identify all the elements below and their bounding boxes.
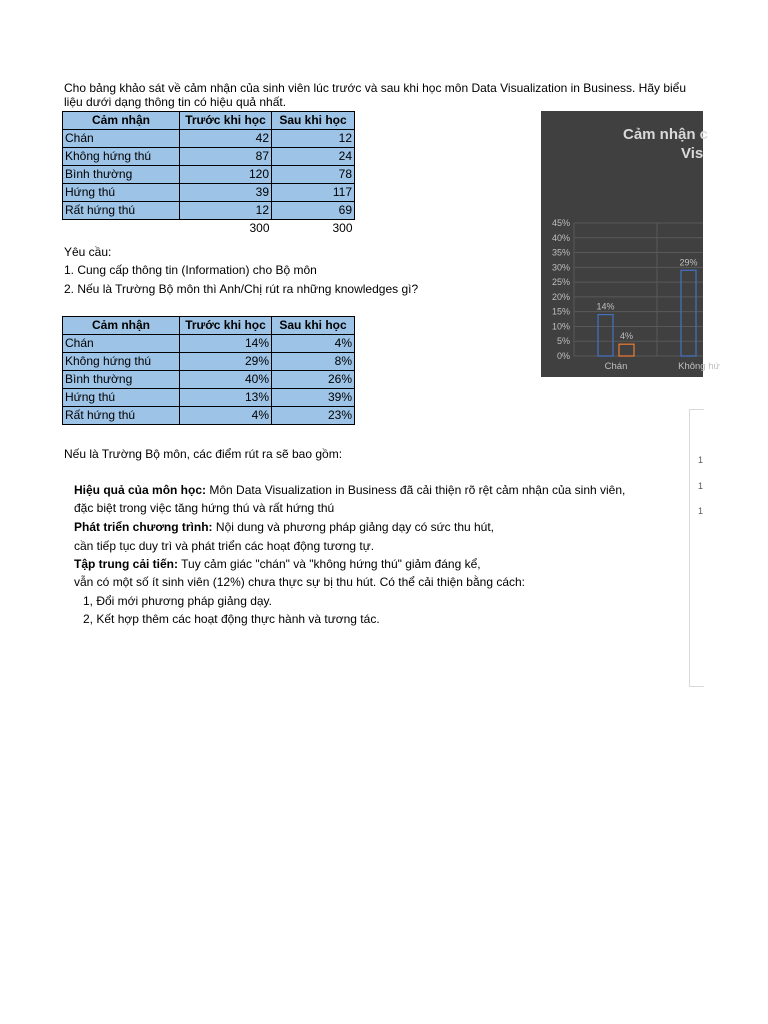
table-row xyxy=(63,148,355,166)
axis-tick-label: 1 xyxy=(698,481,704,491)
y-tick-label: 25% xyxy=(551,277,570,288)
cell-before: 14% xyxy=(180,335,272,353)
cell-before: 87 xyxy=(180,148,272,166)
improvement-2: 2, Kết hợp thêm các hoạt động thực hành và tương tác. xyxy=(83,612,380,626)
second-chart-panel[interactable] xyxy=(689,409,704,687)
cell-before: 12 xyxy=(180,202,272,220)
cell-before: 13% xyxy=(180,389,272,407)
cell-before: 29% xyxy=(180,353,272,371)
y-tick-label: 10% xyxy=(551,321,570,332)
chart-svg xyxy=(541,111,720,377)
col-header-after: Sau khi học xyxy=(272,317,355,335)
col-header-before: Trước khi học xyxy=(180,112,272,130)
intro-line-1: Cho bảng khảo sát về cảm nhận của sinh viên lúc trước và sau khi học môn Data Visualization in Business. Hãy biểu xyxy=(64,81,687,95)
axis-tick-label: 1 xyxy=(698,506,704,516)
survey-percent-table xyxy=(62,316,355,425)
finding-1-text: Môn Data Visualization in Business đã cải thiện rõ rệt cảm nhận của sinh viên, xyxy=(206,483,626,497)
cell-after: 117 xyxy=(272,184,355,202)
table-row xyxy=(63,371,355,389)
requirement-1: 1. Cung cấp thông tin (Information) cho Bộ môn xyxy=(64,263,317,277)
table-row xyxy=(63,335,355,353)
table-row xyxy=(63,184,355,202)
data-label: 4% xyxy=(619,331,634,342)
y-tick-label: 30% xyxy=(551,262,570,273)
cell-before: 39 xyxy=(180,184,272,202)
bar-series-1 xyxy=(598,315,613,356)
chart-title-line-2: Vis xyxy=(681,145,704,162)
cell-after: 26% xyxy=(272,371,355,389)
cell-before: 40% xyxy=(180,371,272,389)
finding-2-heading: Phát triển chương trình: xyxy=(74,520,213,534)
y-tick-label: 0% xyxy=(556,351,570,361)
row-label: Hứng thú xyxy=(63,389,180,407)
cell-after: 24 xyxy=(272,148,355,166)
finding-1-cont: đặc biệt trong việc tăng hứng thú và rất hứng thú xyxy=(74,501,335,515)
table-row xyxy=(63,407,355,425)
cell-after: 39% xyxy=(272,389,355,407)
requirement-2: 2. Nếu là Trường Bộ môn thì Anh/Chị rút ra những knowledges gì? xyxy=(64,282,419,296)
cell-before: 42 xyxy=(180,130,272,148)
total-before: 300 xyxy=(249,221,270,235)
intro-line-2: liệu dưới dạng thông tin có hiệu quả nhất. xyxy=(64,95,287,109)
y-tick-label: 20% xyxy=(551,291,570,302)
table-row xyxy=(63,130,355,148)
x-category-label: Chán xyxy=(604,361,628,372)
col-header-feeling: Cảm nhận xyxy=(63,112,180,130)
bar-series-1 xyxy=(681,270,696,356)
table-row xyxy=(63,353,355,371)
cell-before: 120 xyxy=(180,166,272,184)
cell-after: 12 xyxy=(272,130,355,148)
table-row xyxy=(63,202,355,220)
cell-after: 69 xyxy=(272,202,355,220)
cell-after: 78 xyxy=(272,166,355,184)
col-header-after: Sau khi học xyxy=(272,112,355,130)
finding-1-heading: Hiệu quả của môn học: xyxy=(74,483,207,497)
requirements-title: Yêu cầu: xyxy=(64,245,112,259)
bar-chart[interactable] xyxy=(541,111,720,377)
finding-3-heading: Tập trung cải tiến: xyxy=(74,557,179,571)
y-tick-label: 5% xyxy=(556,336,570,347)
chart-bars xyxy=(598,270,696,356)
col-header-before: Trước khi học xyxy=(180,317,272,335)
row-label: Chán xyxy=(63,335,180,353)
y-tick-label: 15% xyxy=(551,306,570,317)
improvement-1: 1, Đổi mới phương pháp giảng dạy. xyxy=(83,594,272,608)
cell-after: 8% xyxy=(272,353,355,371)
totals-row xyxy=(63,220,355,238)
chart-title-line-1: Cảm nhận c xyxy=(623,126,709,143)
findings-intro: Nếu là Trường Bộ môn, các điểm rút ra sẽ bao gồm: xyxy=(64,447,343,461)
cell-before: 4% xyxy=(180,407,272,425)
finding-3 xyxy=(74,557,481,571)
chart-x-axis xyxy=(605,361,721,372)
row-label: Không hứng thú xyxy=(63,148,180,166)
x-category-label: Không hứ xyxy=(678,361,720,372)
y-tick-label: 45% xyxy=(551,218,570,228)
row-label: Rất hứng thú xyxy=(63,407,180,425)
table-row xyxy=(63,389,355,407)
chart-y-axis xyxy=(552,218,570,361)
row-label: Chán xyxy=(63,130,180,148)
cell-after: 23% xyxy=(272,407,355,425)
finding-3-text: Tuy cảm giác "chán" và "không hứng thú" giảm đáng kể, xyxy=(178,557,481,571)
data-label: 29% xyxy=(679,257,698,268)
y-tick-label: 40% xyxy=(551,232,570,243)
survey-count-table xyxy=(62,111,355,237)
axis-tick-label: 1 xyxy=(698,455,704,465)
chart-gridlines xyxy=(574,223,703,356)
finding-2-cont: cần tiếp tục duy trì và phát triển các hoạt động tương tự. xyxy=(74,539,375,553)
row-label: Không hứng thú xyxy=(63,353,180,371)
cell-after: 4% xyxy=(272,335,355,353)
data-label: 14% xyxy=(596,301,615,312)
finding-3-cont: vẫn có một số ít sinh viên (12%) chưa thực sự bị thu hút. Có thể cải thiện bằng cách: xyxy=(74,575,526,589)
y-tick-label: 35% xyxy=(551,247,570,258)
table-row xyxy=(63,166,355,184)
total-after: 300 xyxy=(332,221,353,235)
row-label: Rất hứng thú xyxy=(63,202,180,220)
row-label: Hứng thú xyxy=(63,184,180,202)
finding-2-text: Nội dung và phương pháp giảng dạy có sức thu hút, xyxy=(212,520,495,534)
finding-1 xyxy=(74,483,625,497)
row-label: Bình thường xyxy=(63,371,180,389)
col-header-feeling: Cảm nhận xyxy=(63,317,180,335)
finding-2 xyxy=(74,520,494,534)
row-label: Bình thường xyxy=(63,166,180,184)
bar-series-2 xyxy=(619,344,634,356)
